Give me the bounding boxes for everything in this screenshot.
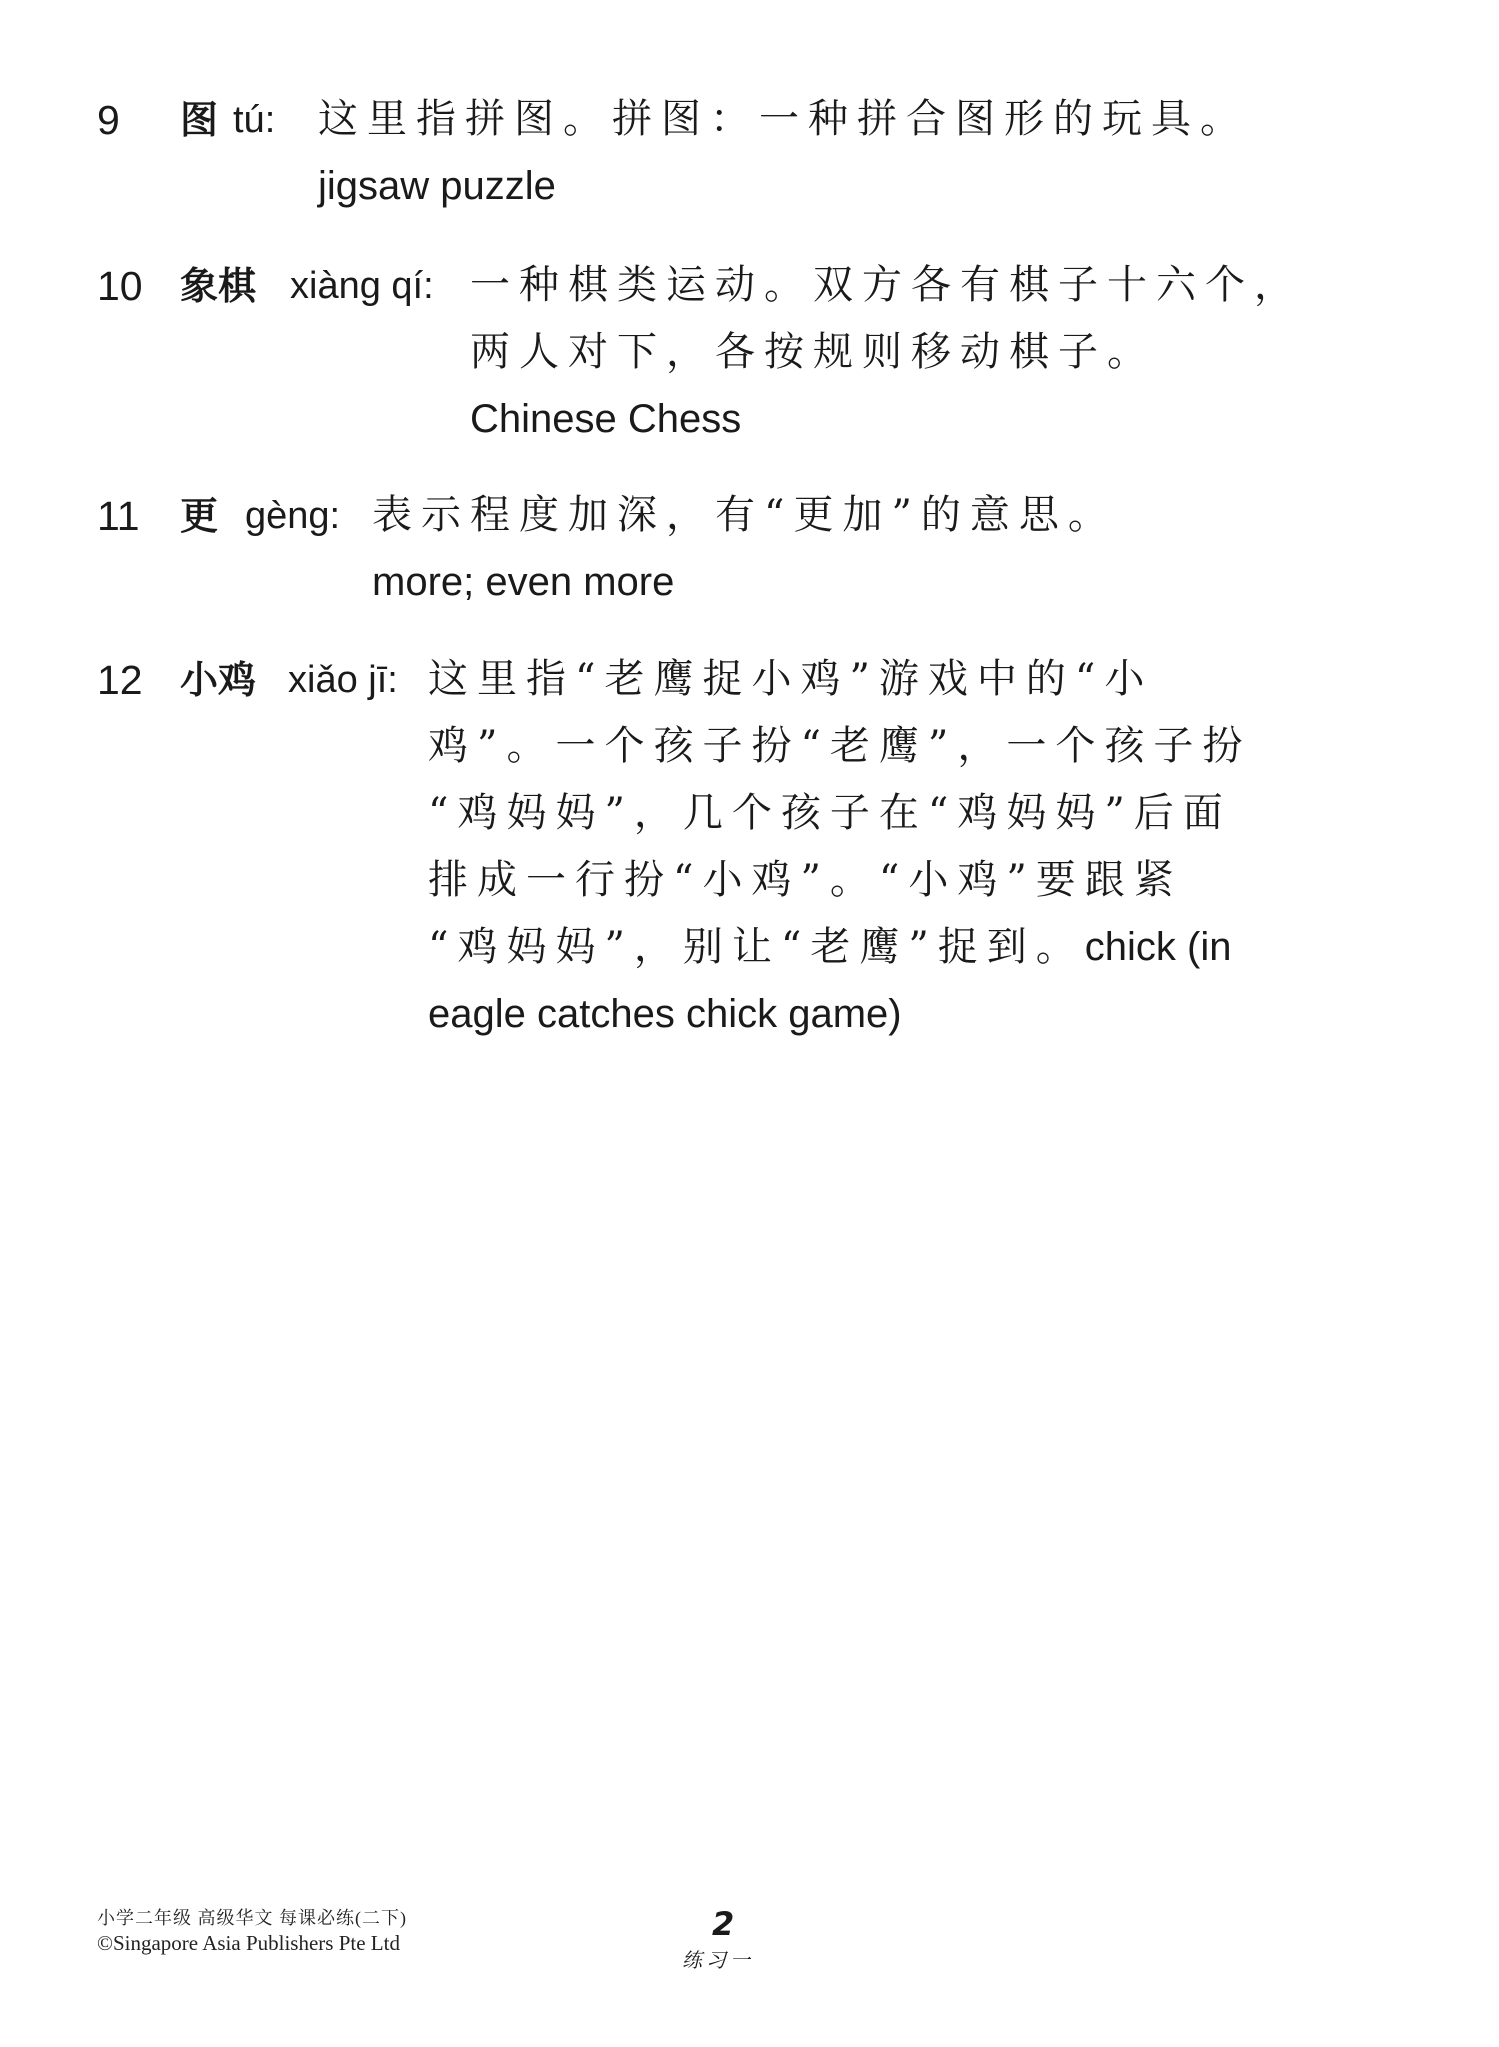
page-number: 2 xyxy=(712,1905,735,1943)
lesson-label: 练习一 xyxy=(682,1948,754,1972)
definition-zh: 一种棋类运动。双方各有棋子十六个， xyxy=(470,262,1303,308)
series-title: 小学二年级 高级华文 每课必练(二下) xyxy=(97,1908,407,1928)
headword: 更 xyxy=(180,494,219,538)
definition-zh: 排成一行扮“小鸡”。“小鸡”要跟紧 xyxy=(428,857,1183,903)
headword: 象棋 xyxy=(180,264,257,308)
entry-number: 11 xyxy=(97,493,140,539)
headword: 小鸡 xyxy=(180,658,257,702)
definition-en: chick (in xyxy=(1084,925,1232,969)
definition-zh: 这里指“老鹰捉小鸡”游戏中的“小 xyxy=(428,656,1154,702)
definition xyxy=(428,656,1251,1058)
definition-en: eagle catches chick game) xyxy=(428,992,902,1036)
entry-number: 12 xyxy=(97,657,143,703)
definition-zh: 鸡”。一个孩子扮“老鹰”，一个孩子扮 xyxy=(428,723,1252,769)
definition-en: more; even more xyxy=(372,560,675,604)
definition xyxy=(470,262,1303,463)
copyright: ©Singapore Asia Publishers Pte Ltd xyxy=(97,1931,400,1955)
entry-number: 10 xyxy=(97,263,143,309)
definition-en: Chinese Chess xyxy=(470,397,742,441)
pinyin: xiǎo jī: xyxy=(288,659,398,701)
pinyin: gèng: xyxy=(245,495,341,537)
definition xyxy=(318,96,1249,230)
definition-zh: 表示程度加深，有“更加”的意思。 xyxy=(372,492,1117,538)
definition-en: jigsaw puzzle xyxy=(318,164,556,208)
definition-zh: “鸡妈妈”，几个孩子在“鸡妈妈”后面 xyxy=(428,790,1232,836)
pinyin: tú: xyxy=(233,99,276,141)
definition-zh: 这里指拼图。拼图：一种拼合图形的玩具。 xyxy=(318,96,1249,142)
entry-number: 9 xyxy=(97,97,120,143)
headword: 图 xyxy=(180,98,219,142)
footer-credits xyxy=(97,1906,407,1956)
definition-zh: “鸡妈妈”，别让“老鹰”捉到。 xyxy=(428,924,1085,970)
definition xyxy=(372,492,1117,626)
definition-zh: 两人对下，各按规则移动棋子。 xyxy=(470,329,1156,375)
pinyin: xiàng qí: xyxy=(290,265,434,307)
